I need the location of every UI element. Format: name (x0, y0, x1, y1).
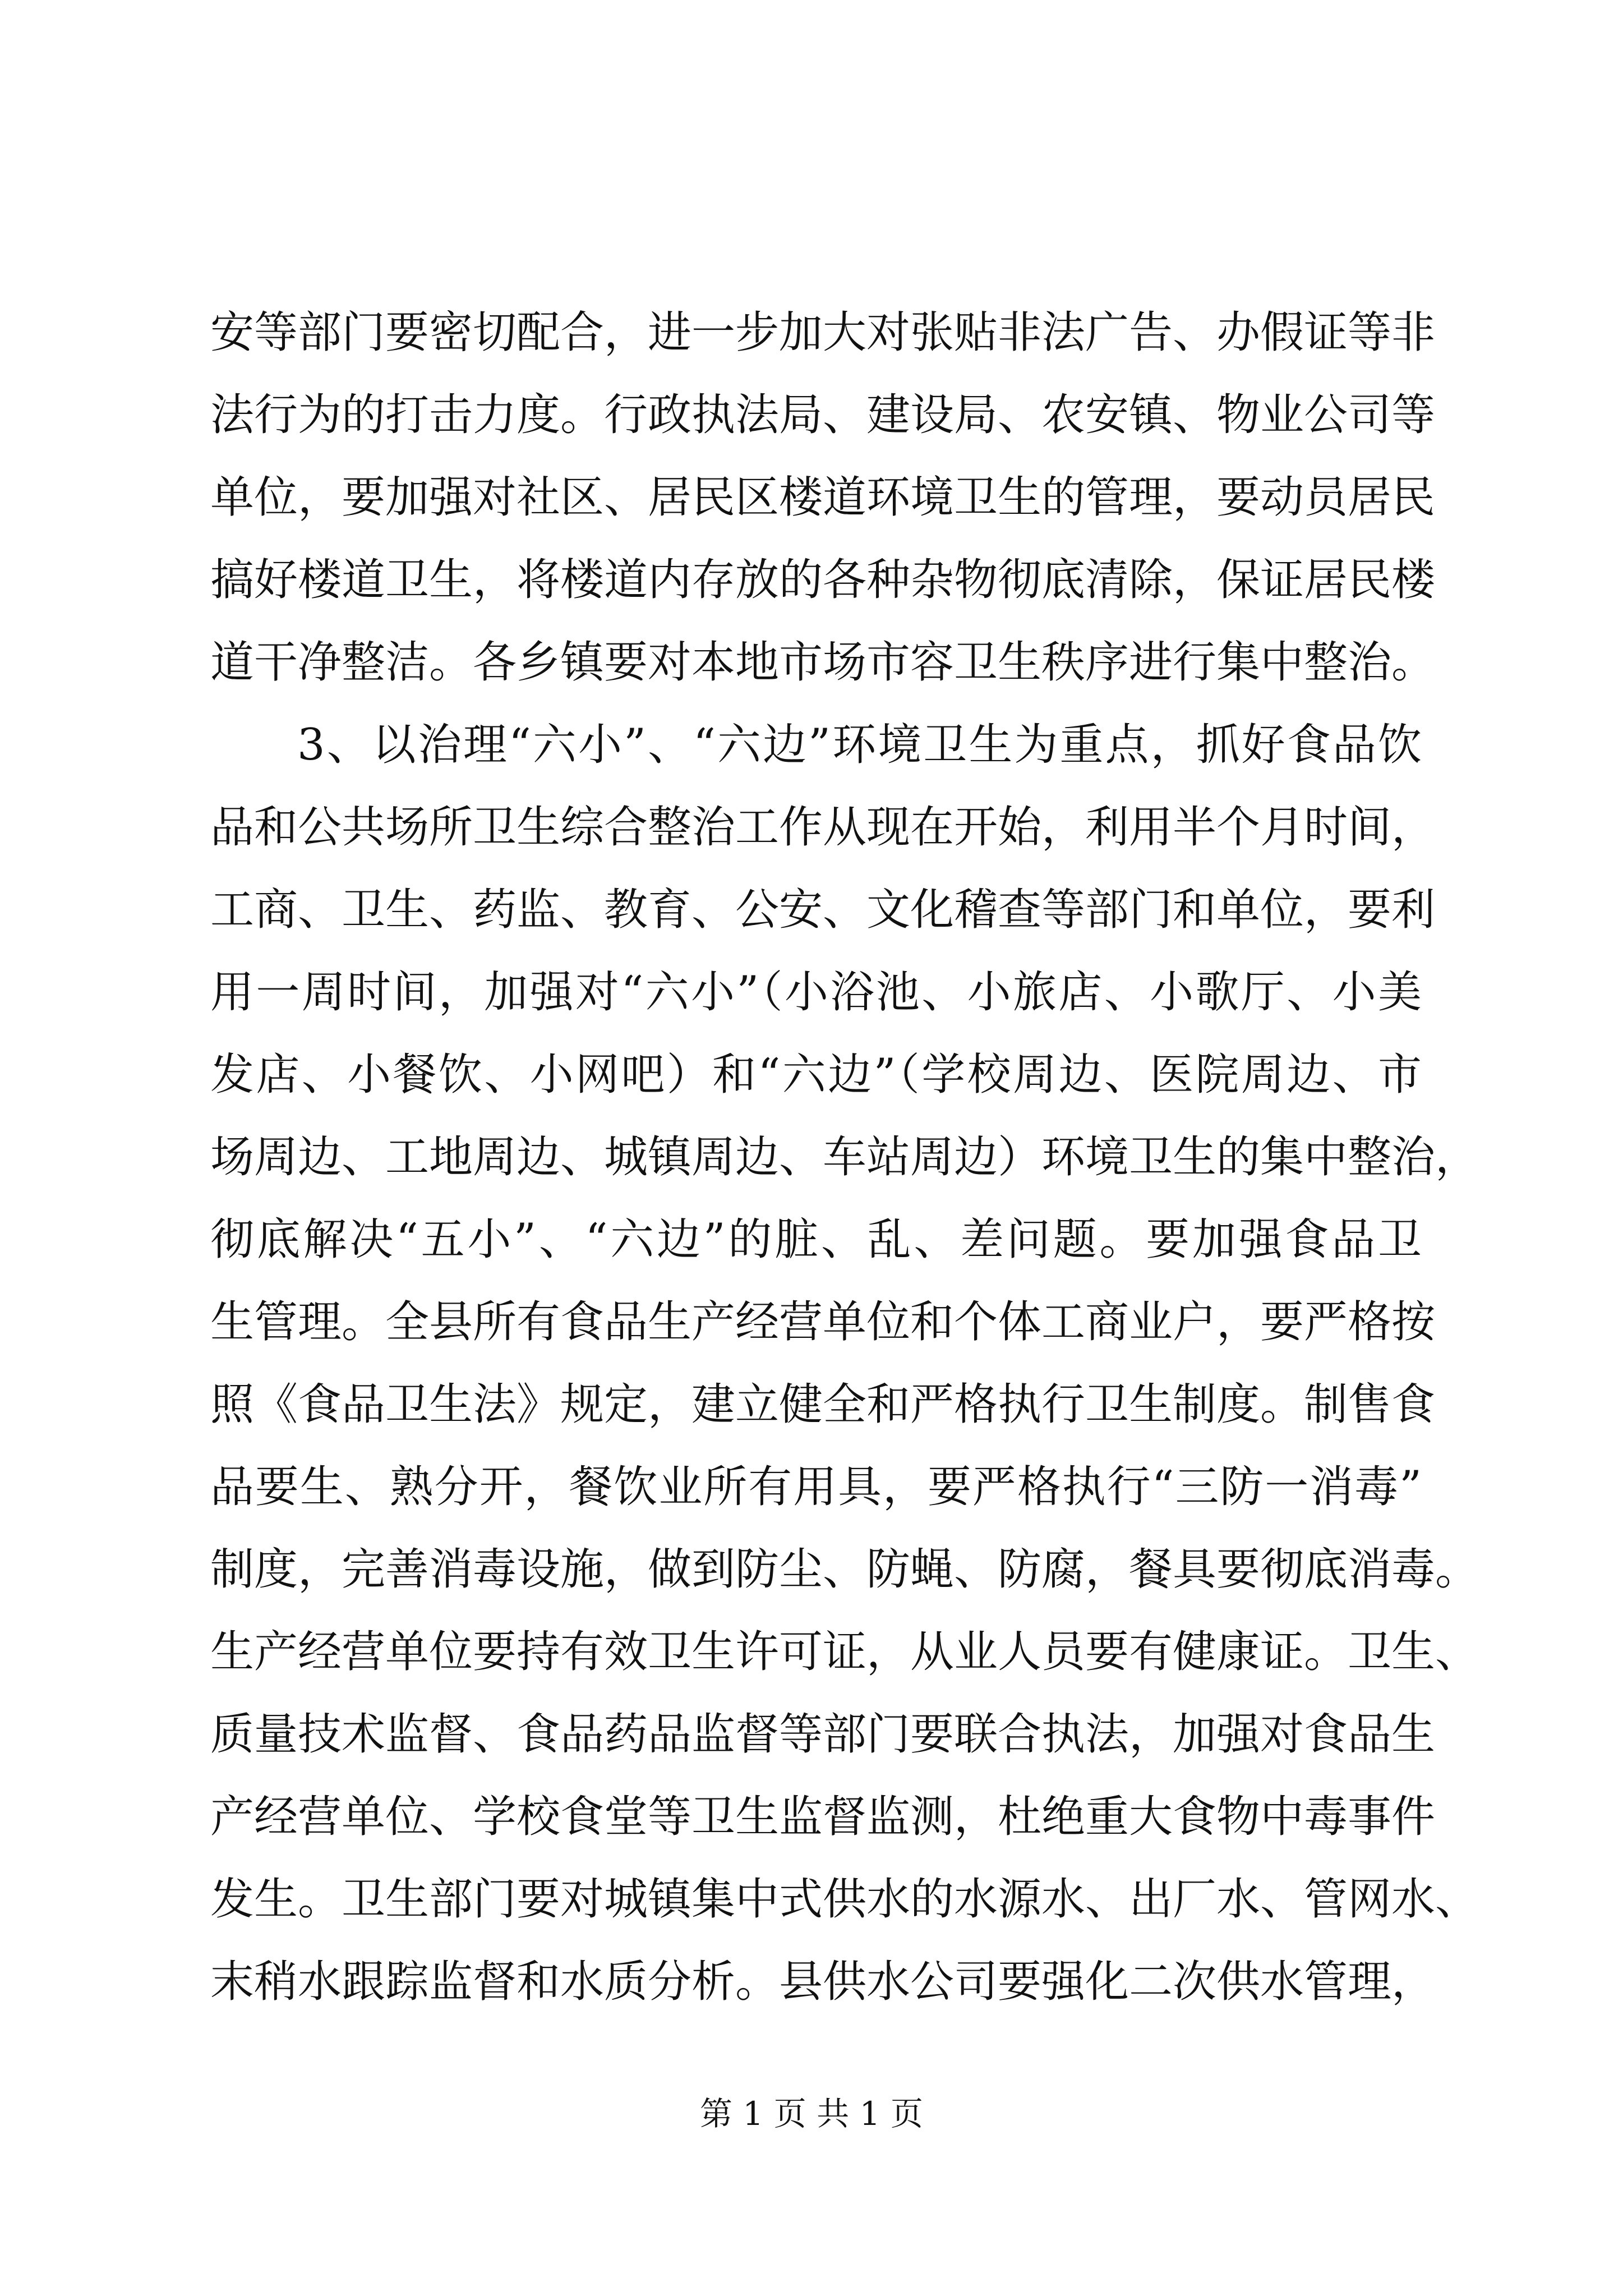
text-line-21: 末稍水跟踪监督和水质分析。县供水公司要强化二次供水管理， (210, 1957, 1436, 2007)
text-line-9: 用一周时间，加强对“六小”（小浴池、小旅店、小歌厅、小美 (210, 967, 1422, 1018)
text-line-12: 彻底解决“五小”、“六边”的脏、乱、差问题。要加强食品卫 (210, 1214, 1422, 1265)
text-line-15: 品要生、熟分开，餐饮业所有用具，要严格执行“三防一消毒” (210, 1462, 1422, 1512)
text-line-10: 发店、小餐饮、小网吧）和“六边”（学校周边、医院周边、市 (210, 1050, 1422, 1100)
text-line-3: 单位，要加强对社区、居民区楼道环境卫生的管理，要动员居民 (210, 472, 1436, 523)
text-line-7: 品和公共场所卫生综合整治工作从现在开始，利用半个月时间， (210, 802, 1436, 853)
text-line-11: 场周边、工地周边、城镇周边、车站周边）环境卫生的集中整治， (210, 1132, 1479, 1182)
text-line-16: 制度，完善消毒设施，做到防尘、防蝇、防腐，餐具要彻底消毒。 (210, 1544, 1479, 1595)
text-line-17: 生产经营单位要持有效卫生许可证，从业人员要有健康证。卫生、 (210, 1627, 1479, 1677)
text-line-20: 发生。卫生部门要对城镇集中式供水的水源水、出厂水、管网水、 (210, 1874, 1479, 1925)
page-footer: 第 1 页 共 1 页 (700, 2095, 923, 2133)
text-line-8: 工商、卫生、药监、教育、公安、文化稽查等部门和单位，要利 (210, 885, 1436, 935)
text-line-4: 搞好楼道卫生，将楼道内存放的各种杂物彻底清除，保证居民楼 (210, 555, 1436, 605)
text-line-6: 3、以治理“六小”、“六边”环境卫生为重点，抓好食品饮 (297, 720, 1422, 770)
text-line-1: 安等部门要密切配合，进一步加大对张贴非法广告、办假证等非 (210, 307, 1436, 358)
text-line-19: 产经营单位、学校食堂等卫生监督监测，杜绝重大食物中毒事件 (210, 1792, 1436, 1842)
text-line-2: 法行为的打击力度。行政执法局、建设局、农安镇、物业公司等 (210, 390, 1436, 440)
text-line-14: 照《食品卫生法》规定，建立健全和严格执行卫生制度。制售食 (210, 1379, 1436, 1430)
text-line-5: 道干净整洁。各乡镇要对本地市场市容卫生秩序进行集中整治。 (210, 637, 1436, 688)
text-line-13: 生管理。全县所有食品生产经营单位和个体工商业户，要严格按 (210, 1297, 1436, 1347)
text-line-18: 质量技术监督、食品药品监督等部门要联合执法，加强对食品生 (210, 1709, 1436, 1760)
